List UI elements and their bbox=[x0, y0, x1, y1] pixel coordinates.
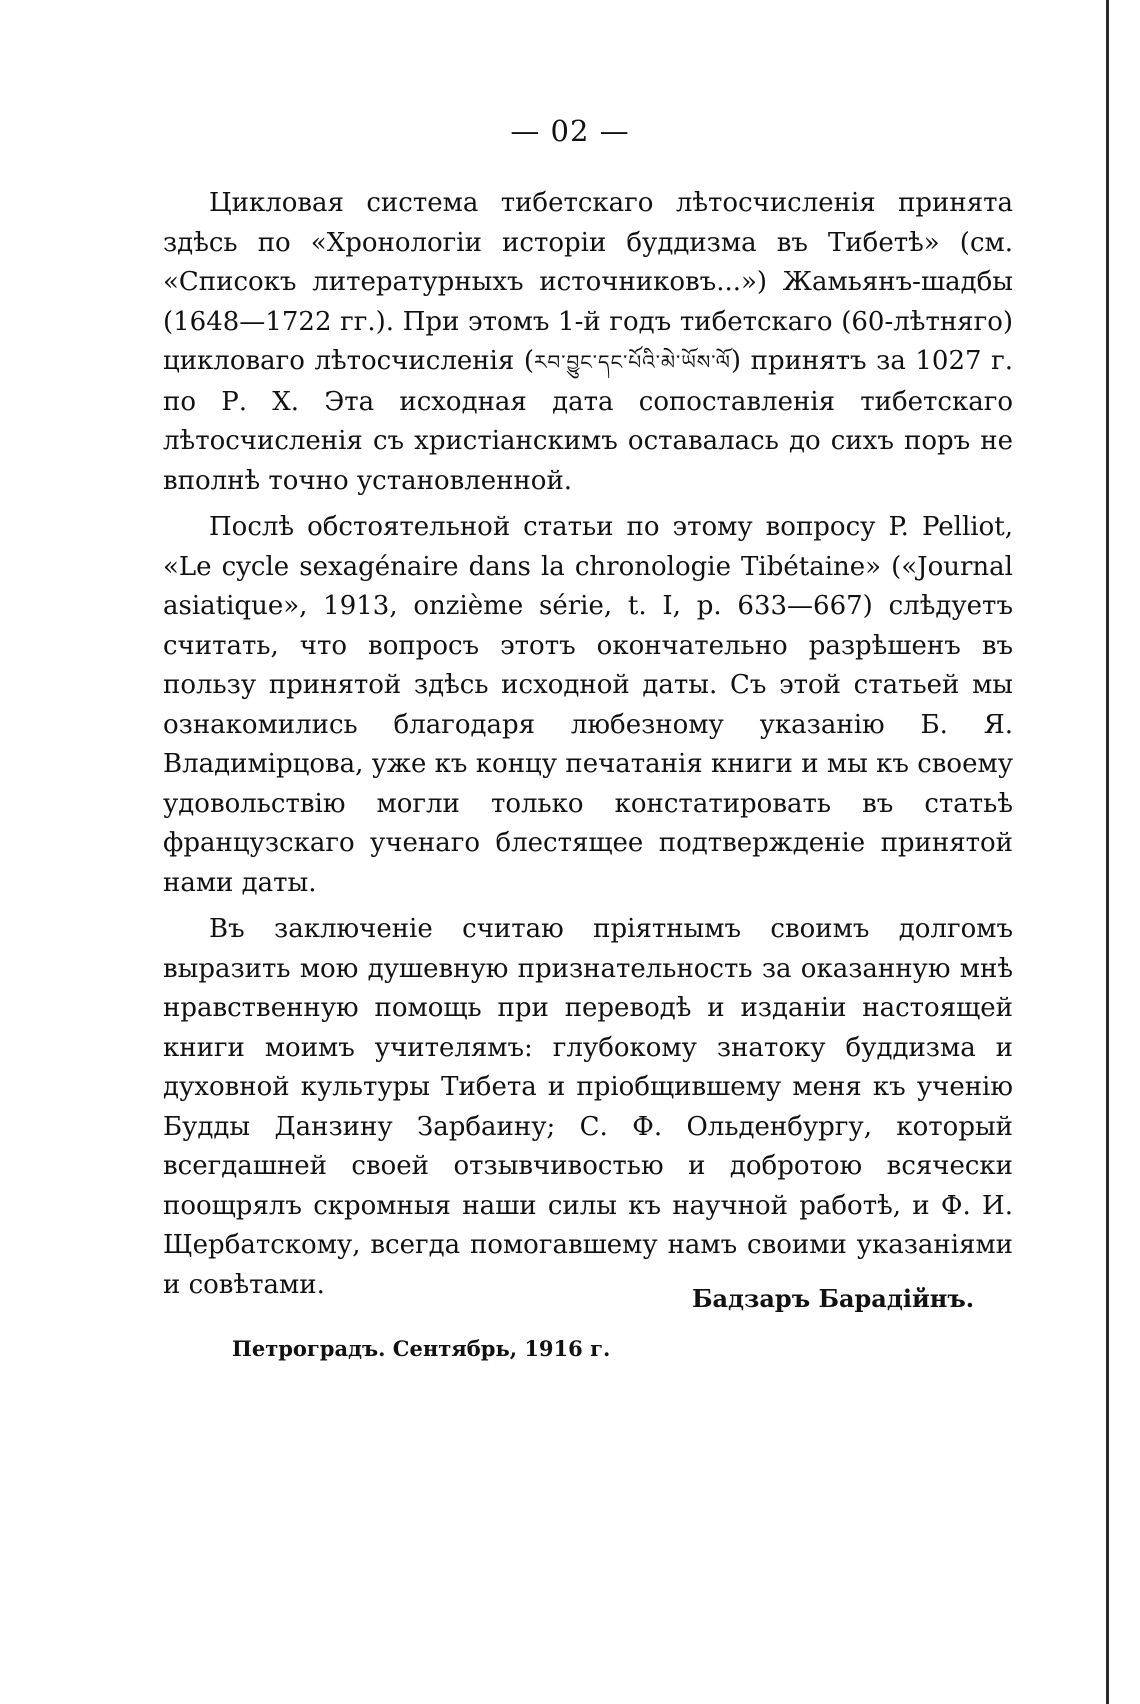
paragraph-cycle-system bbox=[163, 184, 1013, 501]
author-signature: Бадзаръ Барадійнъ. bbox=[692, 1284, 975, 1313]
page-edge-line bbox=[1106, 0, 1109, 1704]
paragraph1-part1: Цикловая система тибетскаго лѣтосчисленія принята здѣсь по «Хронологіи исторіи буддизма въ Тибетѣ» (см. «Списокъ литературныхъ источниковъ...») Жамьянъ-шадбы (1648—1722 гг.). При этомъ 1-й годъ тибетскаго (60-лѣтняго) цикловаго лѣтосчисленія ( bbox=[163, 188, 1013, 376]
body-text bbox=[163, 184, 1013, 1312]
place-date: Петроградъ. Сентябрь, 1916 г. bbox=[232, 1336, 611, 1361]
paragraph-acknowledgements: Въ заключеніе считаю пріятнымъ своимъ долгомъ выразить мою душевную признательность за оказанную мнѣ нравственную помощь при переводѣ и изданіи настоящей книги моимъ учителямъ: глубокому знатоку буддизма и духовной культуры Тибета и пріобщившему меня къ ученію Будды Данзину Зарбаину; С. Ф. Ольденбургу, который всегдашней своей отзывчивостью и добротою всячески поощрялъ скромныя наши силы къ научной работѣ, и Ф. И. Щербатскому, всегда помогавшему намъ своими указаніями и совѣтами. bbox=[163, 914, 1013, 1300]
tibetan-phrase: རབ་བྱུང་དང་པོའི་མེ་ཡོས་ལོ bbox=[533, 350, 731, 374]
page-number: — 02 — bbox=[510, 114, 630, 148]
paragraph1-part2: ) принятъ за 1027 г. по Р. Х. Эта исходная дата сопоставленія тибетскаго лѣтосчисленія съ христіанскимъ оставалась до сихъ поръ не вполнѣ точно установленной. bbox=[163, 346, 1013, 496]
paragraph-pelliot: Послѣ обстоятельной статьи по этому вопросу P. Pelliot, «Le cycle sexagénaire dans la chronologie Tibétaine» («Journal asiatique», 1913, onzième série, t. I, p. 633—667) слѣдуетъ считать, что вопросъ этотъ окончательно разрѣшенъ въ пользу принятой здѣсь исходной даты. Съ этой статьей мы ознакомились благодаря любезному указанію Б. Я. Владимірцова, уже къ концу печатанія книги и мы къ своему удовольствію могли только констатировать въ статьѣ французскаго ученаго блестящее подтвержденіе принятой нами даты. bbox=[163, 512, 1013, 898]
